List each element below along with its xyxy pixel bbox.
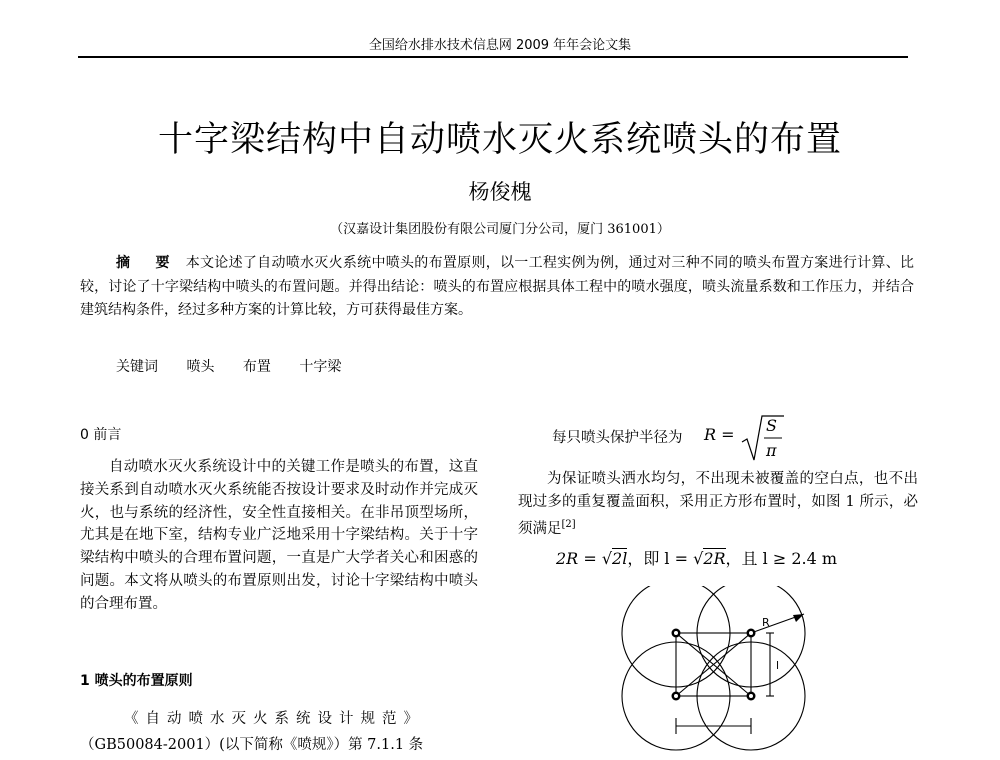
sqrt-glyph: √: [693, 549, 704, 568]
keyword-item: 喷头: [186, 359, 215, 375]
sqrt-glyph: √: [601, 549, 613, 568]
section-0-paragraph: 自动喷水灭火系统设计中的关键工作是喷头的布置，这直接关系到自动喷水灭火系统能否按设计要求及时动作并完成灭火，也与系统的经济性，安全性直接相关。在非吊顶型场所，尤其是在地下室，结构专业广泛地采用十字梁结构。关于十字梁结构中喷头的合理布置问题，一直是广大学者关心和困惑的问题。本文将从喷头的布置原则出发，讨论十字梁结构中喷头的合理布置。: [80, 459, 478, 612]
keyword-item: 布置: [242, 359, 271, 375]
cond-part-d: 2R: [703, 549, 726, 568]
sprinkler-head-center: [749, 694, 753, 698]
citation-ref: [2]: [561, 518, 576, 530]
sqrt-sign: [740, 412, 786, 464]
radius-formula: [552, 412, 812, 464]
cond-part-c: ，即 l =: [627, 549, 694, 568]
keyword-item: 十字梁: [299, 359, 342, 375]
abstract-text: 本文论述了自动喷水灭火系统中喷头的布置原则，以一工程实例为例，通过对三种不同的喷头布置方案进行计算、比较，讨论了十字梁结构中喷头的布置问题。并得出结论：喷头的布置应根据具体工程中的喷水强度，喷头流量系数和工作压力，并结合建筑结构条件，经过多种方案的计算比较，方可获得最佳方案。: [80, 255, 915, 318]
condition-formula: [556, 546, 896, 569]
figure-label-R: R: [762, 616, 770, 629]
radius-numerator: S: [766, 416, 777, 435]
figure-label-l: l: [776, 659, 780, 672]
author-name: 杨俊槐: [468, 180, 532, 204]
keywords: [116, 356, 355, 376]
cond-part-b: 2l: [612, 549, 628, 568]
radius-denominator: π: [766, 441, 777, 460]
cond-part-e: ，且 l ≥ 2.4 m: [725, 549, 838, 568]
sprinkler-head-center: [749, 631, 753, 635]
affiliation: （汉嘉设计集团股份有限公司厦门分公司，厦门 361001）: [330, 222, 670, 237]
abstract-label: 摘 要: [116, 255, 180, 271]
abstract: [80, 252, 914, 323]
sprinkler-head-center: [674, 694, 678, 698]
radius-lhs: R =: [704, 425, 735, 444]
section-0-title: 0 前言: [80, 427, 122, 443]
paper-title: 十字梁结构中自动喷水灭火系统喷头的布置: [157, 120, 842, 160]
header-rule: [78, 56, 908, 58]
radius-text: 每只喷头保护半径为: [552, 430, 683, 446]
coverage-paragraph: [518, 468, 918, 540]
cond-part-a: 2R =: [556, 549, 602, 568]
section-1-title: 1 喷头的布置原则: [80, 673, 193, 689]
coverage-text: 为保证喷头洒水均匀，不出现未被覆盖的空白点，也不出现过多的重复覆盖面积，采用正方形布置时，如图 1 所示，必须满足: [518, 471, 918, 537]
section-1-line-2: （GB50084-2001）(以下简称《喷规》）第 7.1.1 条: [80, 737, 424, 753]
sprinkler-head-center: [674, 631, 678, 635]
figure-1: [612, 586, 822, 760]
section-1-line-1: 《自动喷水灭火系统设计规范》: [124, 711, 425, 727]
running-header: 全国给水排水技术信息网 2009 年年会论文集: [368, 38, 632, 53]
keywords-label: 关键词: [116, 359, 158, 375]
